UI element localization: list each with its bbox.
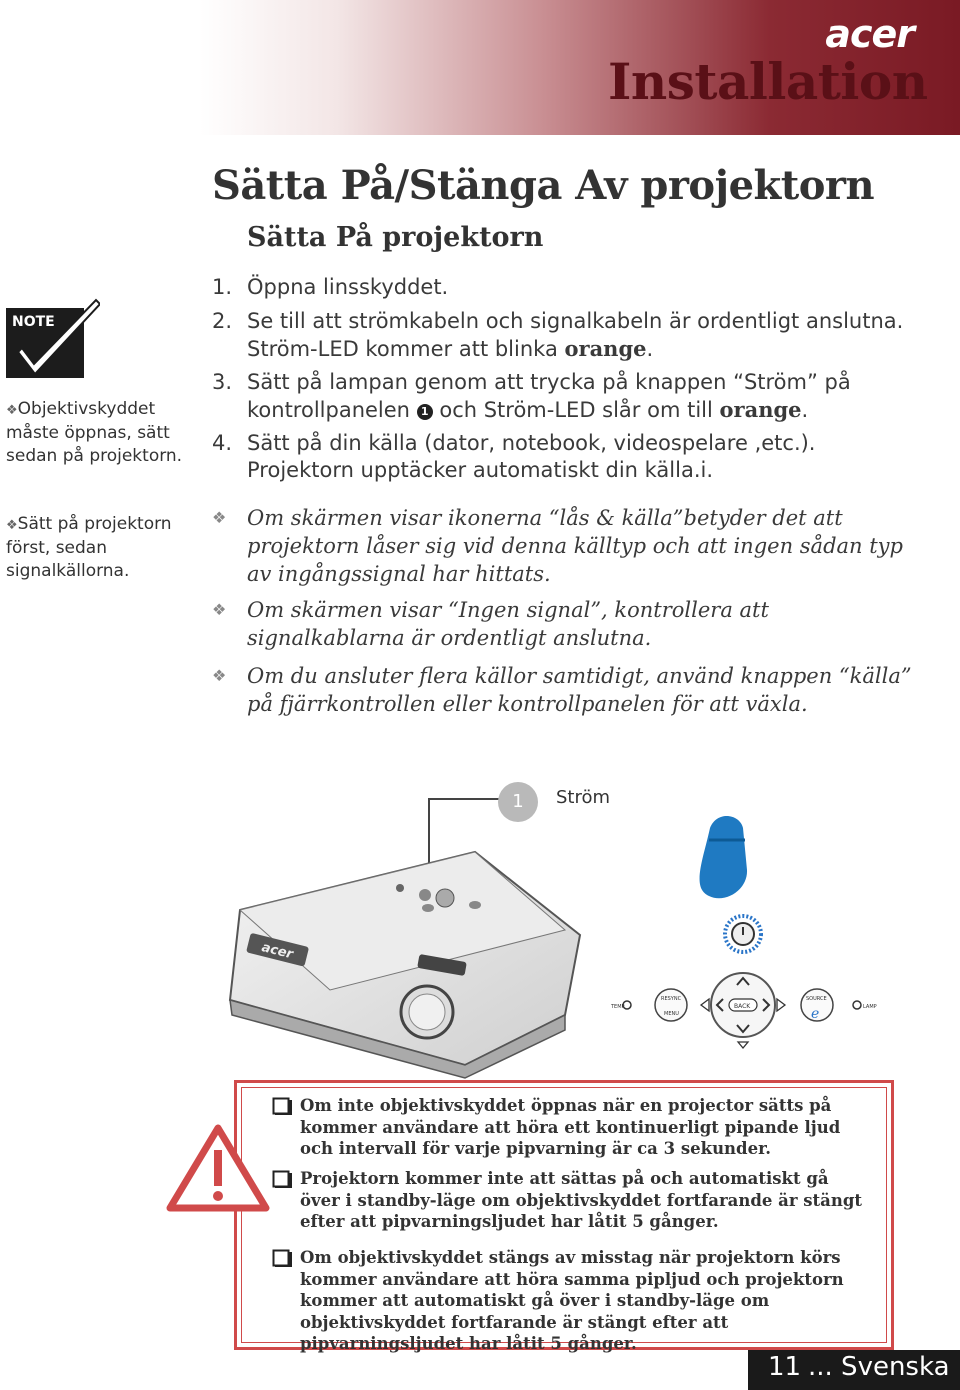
note-badge-label: NOTE	[12, 314, 55, 330]
step-number: 3.	[212, 370, 233, 394]
diamond-bullet-icon: ❖	[212, 666, 227, 685]
svg-text:LAMP: LAMP	[863, 1004, 877, 1010]
step-number: 2.	[212, 309, 233, 333]
source-e-icon: e	[811, 1006, 820, 1022]
diamond-bullet-icon: ❖	[6, 518, 18, 533]
projector-illustration	[220, 840, 600, 1080]
svg-text:BACK: BACK	[734, 1003, 751, 1010]
diamond-bullet-icon: ❖	[212, 600, 227, 619]
lamp-led-icon	[853, 1001, 861, 1009]
highlight-orange: orange	[564, 336, 647, 361]
callout-number: 1	[498, 782, 538, 822]
note-check-icon	[4, 296, 100, 382]
diamond-bullet-icon: ❖	[6, 403, 18, 418]
sidebar-note: ❖Sätt på projektorn först, sedan signalkällorna.	[6, 514, 172, 581]
step-text: Sätt på lampan genom att trycka på knappen “Ström” på kontrollpanelen 1 och Ström-LED slår om till orange.	[247, 370, 851, 422]
sidebar-note: ❖Objektivskyddet måste öppnas, sätt sedan på projektorn.	[6, 399, 183, 466]
step-1	[212, 274, 912, 301]
italic-note: ❖ Om skärmen visar ikonerna “lås & källa”betyder det att projektorn låser sig vid denna källtyp och att ingen sådan typ av ingångssignal har hittats.	[212, 506, 903, 586]
svg-text:TEMP: TEMP	[611, 1004, 625, 1010]
warning-triangle-icon	[166, 1122, 270, 1214]
svg-text:RESYNC: RESYNC	[661, 996, 682, 1002]
right-arrow-icon	[777, 999, 785, 1011]
page-number: 11	[768, 1352, 802, 1382]
step-3	[212, 369, 912, 424]
callout-label: Ström	[556, 787, 611, 808]
pointing-finger-icon	[700, 816, 747, 898]
checkbox-icon	[272, 1170, 292, 1188]
warning-item: Om inte objektivskyddet öppnas när en projector sätts på kommer användare att höra ett kontinuerligt pipande ljud och intervall för varje pipvarning är ca 3 sekunder.	[272, 1095, 872, 1160]
step-text: Öppna linsskyddet.	[247, 275, 449, 299]
acer-logo: acer	[825, 12, 914, 56]
italic-note: ❖ Om skärmen visar “Ingen signal”, kontrollera att signalkablarna är ordentligt anslutna.	[212, 598, 769, 650]
left-arrow-icon	[701, 999, 709, 1011]
sub-heading: Sätta På projektorn	[247, 222, 544, 253]
step-2	[212, 308, 912, 363]
svg-text:SOURCE: SOURCE	[806, 996, 827, 1002]
svg-text:MENU: MENU	[664, 1011, 679, 1017]
checkbox-icon	[272, 1249, 292, 1267]
highlight-orange: orange	[719, 397, 802, 422]
diamond-bullet-icon: ❖	[212, 508, 227, 527]
callout-marker-icon: 1	[417, 404, 433, 420]
language-label: ... Svenska	[808, 1352, 950, 1382]
step-number: 1.	[212, 275, 233, 299]
projector-logo: acer	[260, 940, 295, 963]
section-title: Installation	[608, 52, 928, 111]
step-text: Se till att strömkabeln och signalkabeln är ordentligt anslutna. Ström-LED kommer att blinka orange.	[247, 309, 904, 361]
warning-item: Projektorn kommer inte att sättas på och automatiskt gå över i standby-läge om objektivskyddet fortfarande är stängt efter att pipvarningsljudet har låtit 5 gånger.	[272, 1168, 872, 1233]
step-text: Sätt på din källa (dator, notebook, videospelare ,etc.). Projektorn upptäcker automatiskt din källa.i.	[247, 431, 816, 482]
page-title: Sätta På/Stänga Av projektorn	[212, 162, 875, 209]
checkbox-icon	[272, 1097, 292, 1115]
warning-item: Om objektivskyddet stängs av misstag när projektorn körs kommer användare att höra samma pipljud och projektorn kommer att automatiskt gå över i standby-läge om objektivskyddet fortfarande är stängt efter att pipvarningsljudet har låtit 5 gånger.	[272, 1247, 872, 1355]
step-4	[212, 430, 912, 484]
italic-note: ❖ Om du ansluter flera källor samtidigt, använd knappen “källa” på fjärrkontrollen eller kontrollpanelen för att växla.	[212, 664, 912, 716]
control-panel-illustration	[605, 800, 890, 1060]
step-number: 4.	[212, 431, 233, 455]
